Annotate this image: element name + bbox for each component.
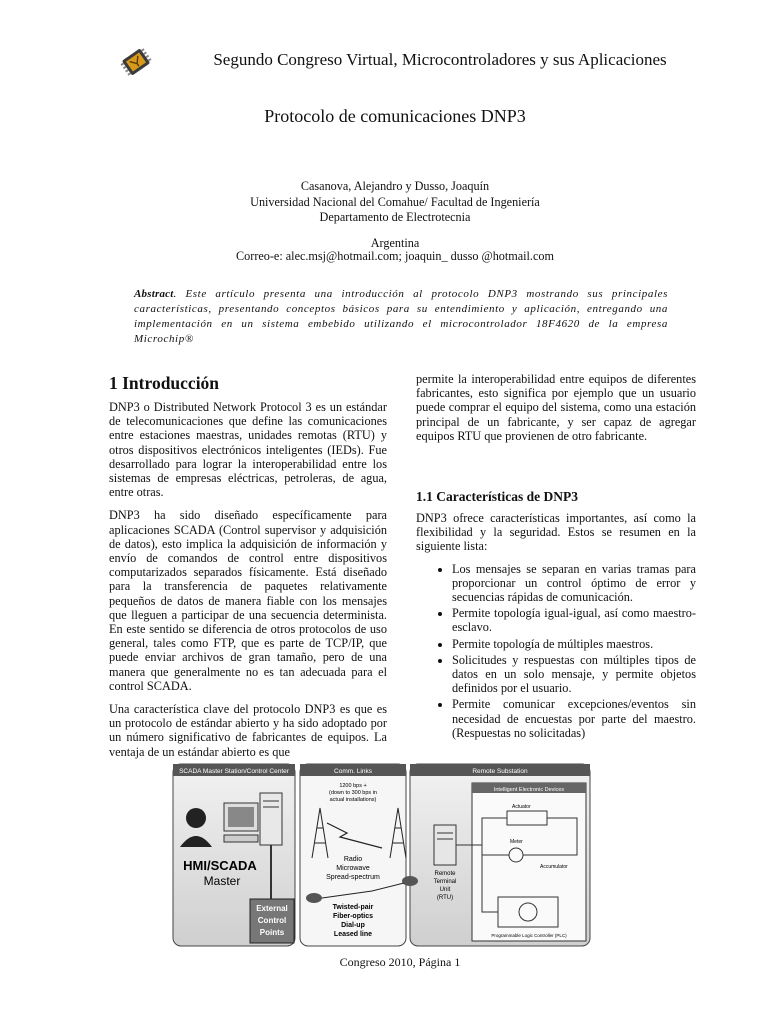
paragraph: permite la interoperabilidad entre equipos de diferentes fabricantes, esto significa por ejemplo que un usuario puede comprar el equipo del sistema, como una estación principal de un fabricante, y ser capaz de agregar equipos RTU que provienen de otro fabricante. [416,372,696,443]
list-item: • Solicitudes y respuestas con múltiples tipos de datos en un solo mensaje, y permite objetos definidos por el usuario. [452,653,696,696]
hmi-label: HMI/SCADA [183,858,257,873]
ext-label-1: External [256,904,288,913]
feature-list [416,562,696,740]
author-block [0,179,768,251]
paragraph: DNP3 o Distributed Network Protocol 3 es un estándar de telecomunicaciones que define las comunicaciones entre estaciones maestras, unidades remotas (RTU) y otros dispositivos electrónicos inteligentes (IEDs). Fue desarrollado para lograr la interoperabilidad entre los sistemas de empresas eléctricas, petroleras, de agua, entre otras. [109,400,387,500]
list-item: • Permite comunicar excepciones/eventos sin necesidad de encuestas por parte del maestro. (Respuestas no solicitadas) [452,697,696,740]
rtu-cabinet-icon [434,825,456,865]
wire-label-2: Fiber-optics [332,913,374,920]
abstract [134,287,668,347]
wire-label-1: Twisted-pair [332,904,374,911]
radio-label-3: Spread-spectrum [326,874,380,881]
list-item: • Permite topología igual-igual, así como maestro-esclavo. [452,606,696,634]
conference-header: Segundo Congreso Virtual, Microcontroladores y sus Aplicaciones [213,50,667,69]
accumulator-label: Accumulator [540,864,568,870]
actuator-label: Actuator [512,804,531,810]
meter-label: Meter [510,839,523,845]
paragraph: DNP3 ha sido diseñado específicamente para aplicaciones SCADA (Control supervisor y adquisición de datos), esto implica la adquisición de información y envío de comandos de control entre dispositivos computarizados separados físicamente. Está diseñado para la transferencia de paquetes relativamente pequeños de datos de manera fiable con los mensajes que lleguen a participar de una secuencia determinista. En este sentido se diferencia de otros protocolos de uso general, tales como FTP, que es parte de TCP/IP, que puede enviar archivos de gran tamaño, pero de una manera que generalmente no es tan adecuada para el control SCADA. [109,508,387,693]
rate-label-2: (down to 300 bps in [328,790,378,796]
paragraph: Una característica clave del protocolo DNP3 es que es un protocolo de estándar abierto y ha sido adoptado por un número significativo de fabricantes de equipos. La ventaja de un estándar abierto es que [109,702,387,759]
rtu-label-3: Unit [439,887,451,893]
abstract-text: . Este artículo presenta una introducción al protocolo DNP3 mostrando sus principales características, presentando conceptos básicos para su entendimiento y aplicación, entregando una implementación en un sistema embebido utilizando el microcontrolador 18F4620 de la empresa Microchip® [134,288,668,345]
wire-label-3: Dial-up [341,922,365,929]
radio-label-2: Microwave [336,865,370,872]
section-heading-caracteristicas: 1.1 Características de DNP3 [416,489,578,505]
right-column [416,372,696,742]
paragraph: DNP3 ofrece características importantes, así como la flexibilidad y la seguridad. Estos se resumen en la siguiente lista: [416,511,696,554]
rate-label-1: 1200 bps + [339,783,367,789]
panel-mid-label: Comm. Links [334,768,372,775]
wire-label-4: Leased line [333,931,373,938]
plc-label: Programmable Logic Controller (PLC) [491,933,567,938]
rtu-label-1: Remote [434,871,456,877]
department: Departamento de Electrotecnia [319,210,471,224]
affiliation: Universidad Nacional del Comahue/ Facultad de Ingeniería [250,194,540,209]
abstract-label: Abstract [134,288,174,300]
chip-logo-icon [118,44,154,80]
section-heading-introduccion: 1 Introducción [109,373,220,393]
ext-label-2: Control [257,916,287,925]
scada-architecture-figure [172,763,592,948]
left-column [109,372,387,768]
email-line: Correo-e: alec.msj@hotmail.com; joaquin_ dusso @hotmail.com [236,249,554,263]
rtu-label-2: Terminal [433,879,457,885]
rate-label-3: actual installations) [329,797,377,803]
panel-right-label: Remote Substation [472,768,528,775]
list-item: • Los mensajes se separan en varias tramas para proporcionar un control óptimo de error y secuencias rápidas de comunicación. [452,562,696,605]
ext-label-3: Points [259,928,285,937]
ied-label: Intelligent Electronic Devices [493,787,565,793]
radio-label-1: Radio [343,856,363,863]
authors: Casanova, Alejandro y Dusso, Joaquín [300,179,490,193]
panel-left-label: SCADA Master Station/Control Center [179,768,289,775]
paper-title: Protocolo de comunicaciones DNP3 [264,106,526,126]
country: Argentina [370,235,420,250]
rtu-label-4: (RTU) [436,895,454,901]
list-item: • Permite topología de múltiples maestros. [452,637,696,651]
page-footer: Congreso 2010, Página 1 [339,955,461,969]
master-label: Master [203,874,241,888]
